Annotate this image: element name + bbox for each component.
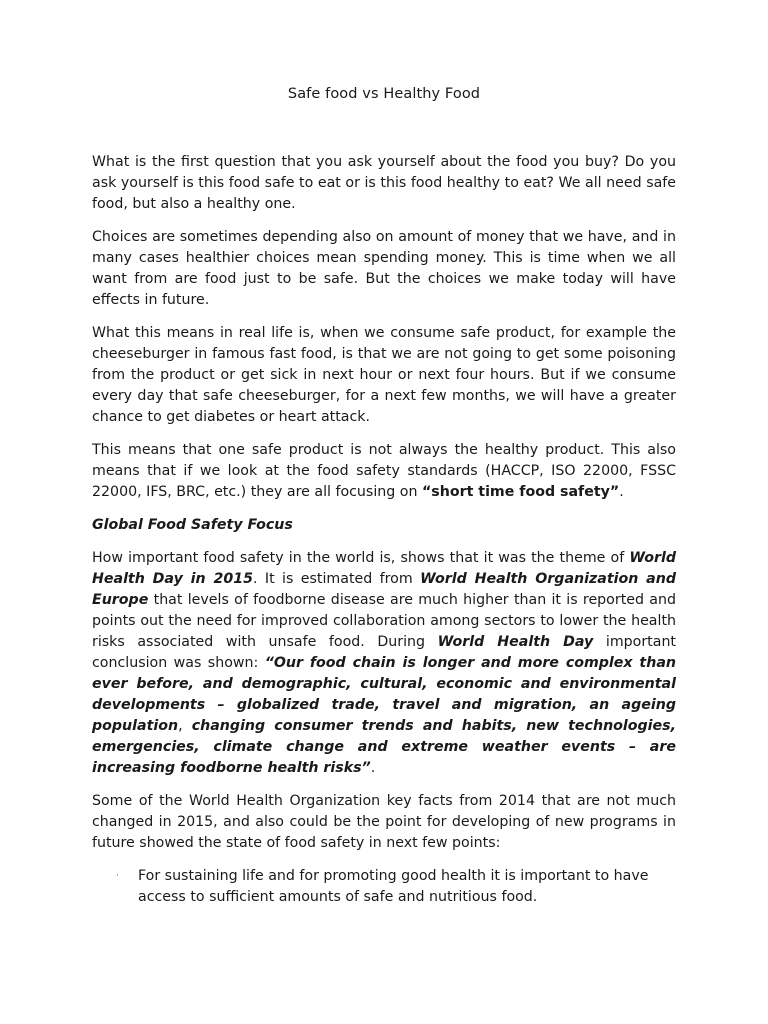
whd-text-4: important conclusion was shown: [92, 634, 676, 671]
paragraph-world-health-day [92, 548, 676, 779]
whd-bold-2: World Health Organization and Europe [92, 571, 676, 608]
whd-text-1: How important food safety in the world is, shows that it was the theme of [92, 550, 630, 566]
key-facts-list [92, 866, 676, 908]
whd-bold-1: World Health Day in 2015 [92, 550, 676, 587]
standards-text: This means that one safe product is not always the healthy product. This also means that if we look at the food safety standards (HACCP, ISO 22000, FSSC 22000, IFS, BRC, etc.) they are all focusing on [92, 442, 676, 500]
whd-text-3: that levels of foodborne disease are much higher than it is reported and points out the need for improved collaboration among sectors to lower the health risks associated with unsafe food. During [92, 592, 676, 650]
document-page [92, 86, 676, 908]
document-title: Safe food vs Healthy Food [287, 86, 481, 102]
whd-quote-2: changing consumer trends and habits, new technologies, emergencies, climate change and extreme weather events – are increasing foodborne health risks” [92, 718, 676, 776]
list-item [116, 866, 676, 908]
paragraph-real-life: What this means in real life is, when we consume safe product, for example the cheeseburger in famous fast food, is that we are not going to get some poisoning from the product or get sick in next hour or next four hours. But if we consume every day that safe cheeseburger, for a next few months, we will have a greater chance to get diabetes or heart attack. [92, 325, 676, 425]
section-heading-global-focus: Global Food Safety Focus [92, 517, 293, 533]
whd-bold-3: World Health Day [437, 634, 594, 650]
whd-text-2: . It is estimated from [252, 571, 421, 587]
paragraph-key-facts: Some of the World Health Organization key facts from 2014 that are not much changed in 2015, and also could be the point for developing of new programs in future showed the state of food safety in next few points: [92, 793, 676, 851]
paragraph-choices: Choices are sometimes depending also on amount of money that we have, and in many cases healthier choices mean spending money. This is time when we all want from are food just to be safe. But the choices we make today will have effects in future. [92, 229, 676, 308]
short-time-quote: “short time food safety” [421, 484, 620, 500]
whd-quote-1: “Our food chain is longer and more complex than ever before, and demographic, cultural, economic and environmental developments – globalized trade, travel and migration, an ageing population [92, 655, 676, 734]
list-item-text: For sustaining life and for promoting good health it is important to have access to sufficient amounts of safe and nutritious food. [138, 868, 649, 905]
paragraph-intro: What is the first question that you ask yourself about the food you buy? Do you ask yourself is this food safe to eat or is this food healthy to eat? We all need safe food, but also a healthy one. [92, 154, 676, 212]
standards-end: . [619, 484, 624, 500]
whd-quote-comma: , [178, 718, 183, 734]
paragraph-standards [92, 440, 676, 503]
bullet-icon: · [116, 871, 119, 881]
whd-text-5: . [370, 760, 376, 776]
